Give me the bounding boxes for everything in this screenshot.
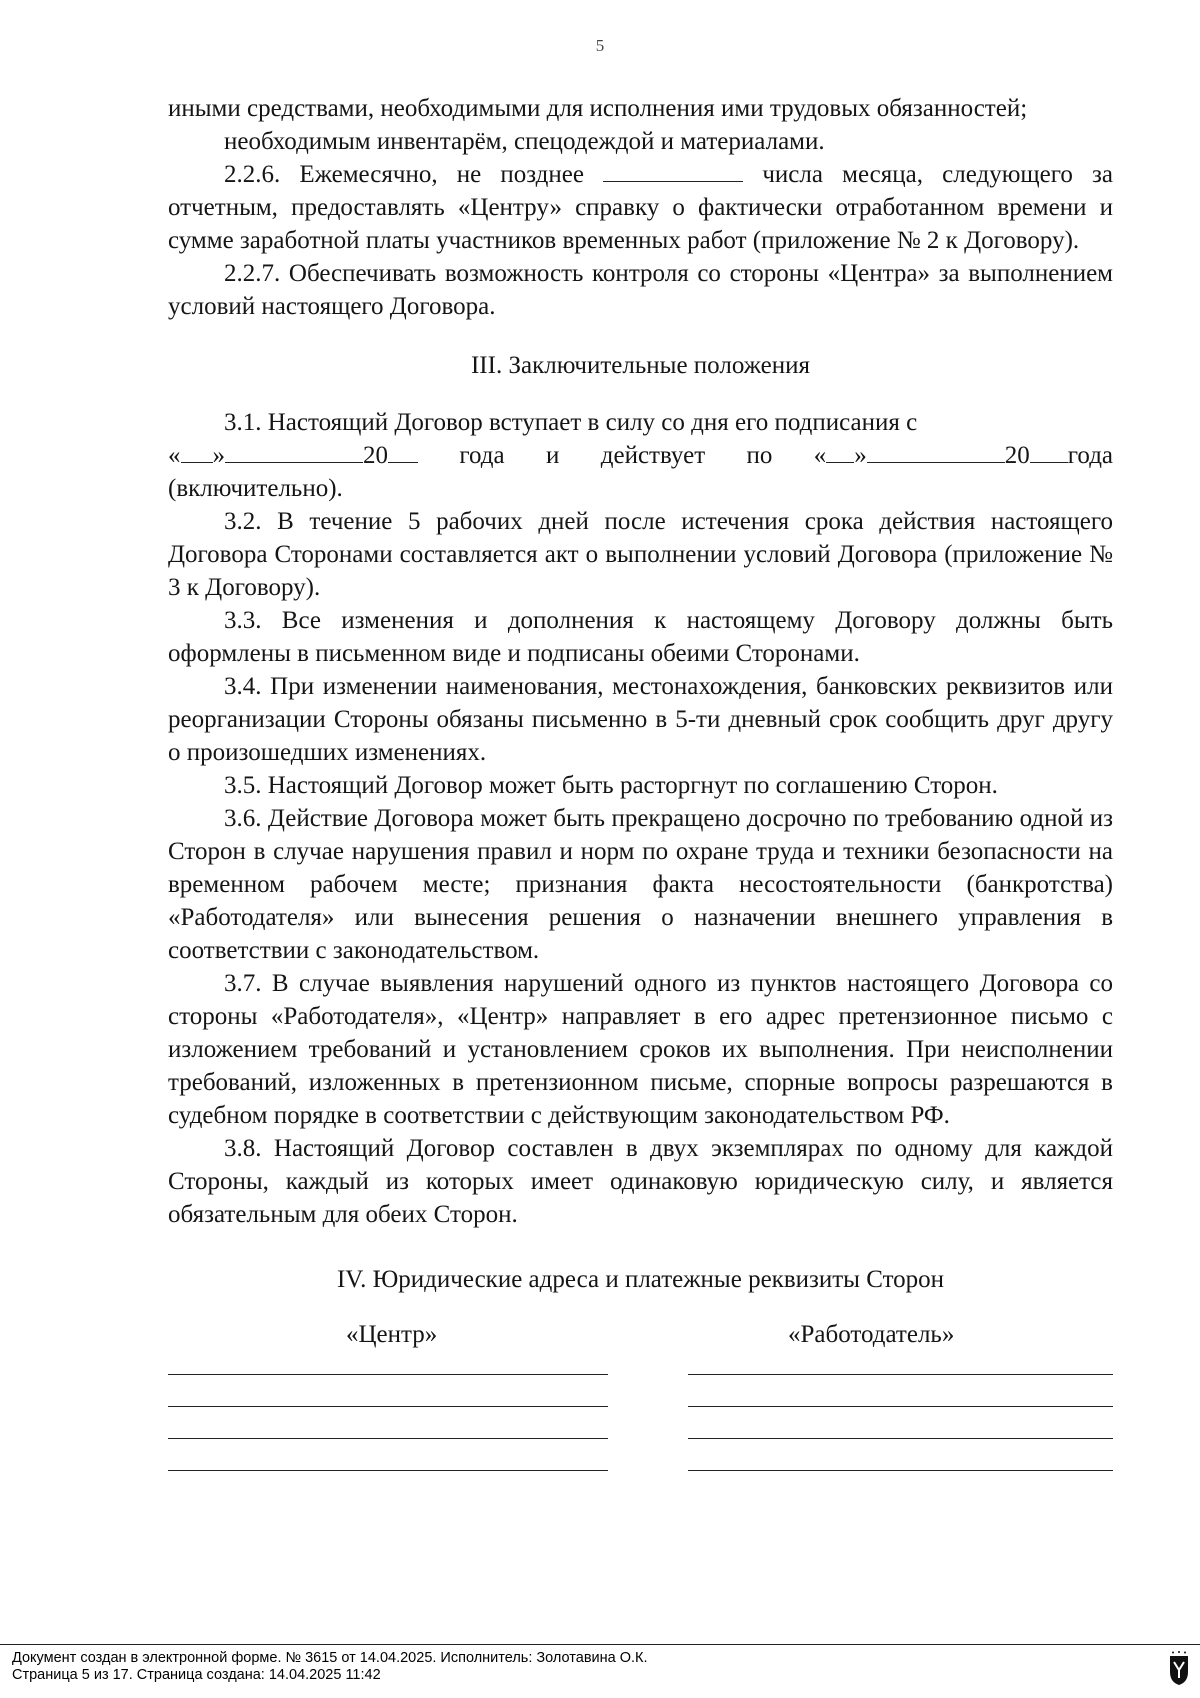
- clause-text: (включительно).: [168, 475, 343, 502]
- requisites-line: [168, 1438, 608, 1439]
- footer-divider: [0, 1644, 1200, 1645]
- clause-3-1: [168, 406, 1113, 439]
- blank-field: [826, 440, 854, 463]
- document-body: [168, 92, 1113, 1488]
- section-3-title: III. Заключительные положения: [470, 352, 810, 379]
- page-number: 5: [595, 36, 605, 55]
- footer: [12, 1650, 648, 1684]
- party-details: [168, 1318, 1113, 1488]
- requisites-line: [688, 1406, 1113, 1407]
- clause-3-5: 3.5. Настоящий Договор может быть расторгнут по соглашению Сторон.: [224, 772, 998, 799]
- clause-3-7: 3.7. В случае выявления нарушений одного из пунктов настоящего Договора со стороны «Работодателя», «Центр» направляет в его адрес претензионное письмо с изложением требований и установлением сроков их выполнения. При неисполнении требований, изложенных в претензионном письме, спорные вопросы разрешаются в судебном порядке в соответствии с действующим законодательством РФ.: [168, 970, 1113, 1129]
- clause-3-3: 3.3. Все изменения и дополнения к настоящему Договору должны быть оформлены в письменном виде и подписаны обеими Сторонами.: [168, 607, 1113, 667]
- clause-text: 2.2.6. Ежемесячно, не позднее: [224, 161, 584, 188]
- blank-field: [603, 159, 743, 182]
- requisites-line: [168, 1374, 608, 1375]
- paragraph: необходимым инвентарём, спецодеждой и материалами.: [224, 128, 825, 155]
- clause-2-2-6: [168, 158, 1113, 257]
- footer-line: Документ создан в электронной форме. № 3615 от 14.04.2025. Исполнитель: Золотавина О.К.: [12, 1650, 648, 1666]
- requisites-line: [688, 1470, 1113, 1471]
- section-4-title: IV. Юридические адреса и платежные реквизиты Сторон: [336, 1266, 945, 1293]
- clause-3-2: 3.2. В течение 5 рабочих дней после истечения срока действия настоящего Договора Сторонами составляется акт о выполнении условий Договора (приложение № 3 к Договору).: [168, 508, 1113, 601]
- clause-text: числа месяца, следующего за отчетным, предоставлять «Центру» справку о фактически отработанном времени и сумме заработной платы участников временных работ (приложение № 2 к Договору).: [168, 161, 1114, 254]
- party-center-title: «Центр»: [346, 1321, 438, 1348]
- blank-field: [388, 440, 418, 463]
- clause-2-2-7: 2.2.7. Обеспечивать возможность контроля со стороны «Центра» за выполнением условий настоящего Договора.: [168, 260, 1113, 320]
- blank-field: [225, 440, 363, 463]
- blank-field: [181, 440, 213, 463]
- clause-text: 3.1. Настоящий Договор вступает в силу со дня его подписания с: [224, 409, 918, 436]
- requisites-line: [168, 1470, 608, 1471]
- blank-field: [867, 440, 1005, 463]
- emblem-icon: [1168, 1650, 1190, 1686]
- requisites-line: [168, 1406, 608, 1407]
- clause-3-6: 3.6. Действие Договора может быть прекращено досрочно по требованию одной из Сторон в случае нарушения правил и норм по охране труда и техники безопасности на временном рабочем месте; признания факта несостоятельности (банкротства) «Работодателя» или вынесения решения о назначении внешнего управления в соответствии с законодательством.: [168, 805, 1113, 964]
- footer-line: Страница 5 из 17. Страница создана: 14.04.2025 11:42: [12, 1667, 381, 1683]
- date-line: « » 20 года и действует по « » 20 года: [168, 442, 1114, 469]
- clause-3-4: 3.4. При изменении наименования, местонахождения, банковских реквизитов или реорганизации Стороны обязаны письменно в 5-ти дневный срок сообщить друг другу о произошедших изменениях.: [168, 673, 1113, 766]
- requisites-line: [688, 1374, 1113, 1375]
- party-employer-title: «Работодатель»: [788, 1321, 955, 1348]
- requisites-line: [688, 1438, 1113, 1439]
- paragraph: иными средствами, необходимыми для исполнения ими трудовых обязанностей;: [168, 95, 1028, 122]
- blank-field: [1030, 440, 1068, 463]
- clause-3-8: 3.8. Настоящий Договор составлен в двух экземплярах по одному для каждой Стороны, каждый из которых имеет одинаковую юридическую силу, и является обязательным для обеих Сторон.: [168, 1135, 1113, 1228]
